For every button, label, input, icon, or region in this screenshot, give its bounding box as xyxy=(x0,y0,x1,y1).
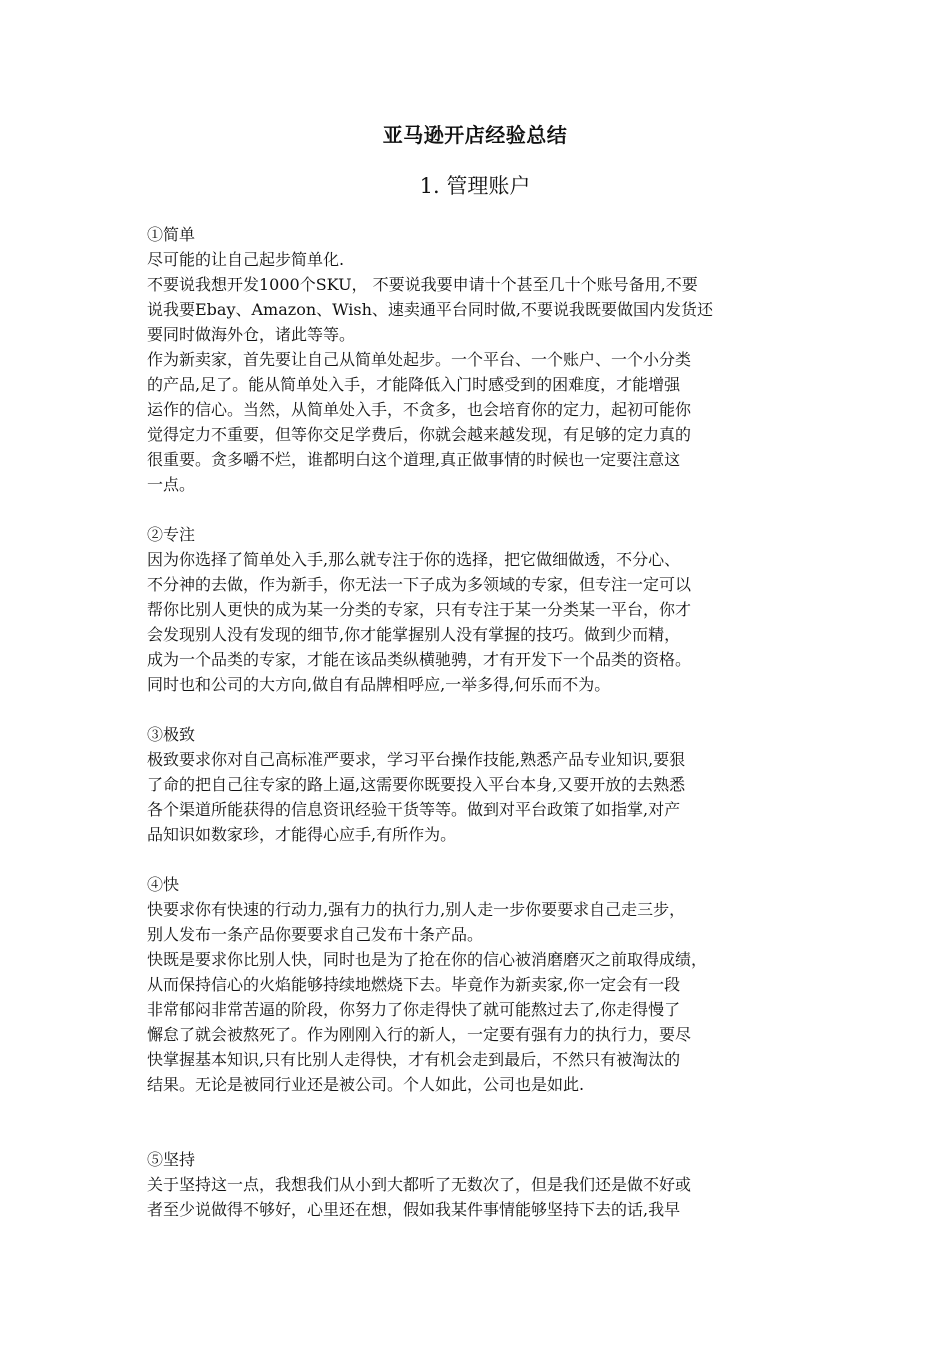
paragraph-line: 不要说我想开发1000个SKU， 不要说我要申请十个甚至几十个账号备用,不要 xyxy=(147,275,698,294)
paragraph-line: 极致要求你对自己高标准严要求，学习平台操作技能,熟悉产品专业知识,要狠 xyxy=(147,750,686,769)
paragraph-line: 运作的信心。当然，从简单处入手，不贪多，也会培育你的定力，起初可能你 xyxy=(147,400,692,419)
subheading-focus: ②专注 xyxy=(147,525,196,544)
paragraph-line: 品知识如数家珍，才能得心应手,有所作为。 xyxy=(147,825,457,844)
paragraph-line: 会发现别人没有发现的细节,你才能掌握别人没有掌握的技巧。做到少而精， xyxy=(147,625,681,644)
paragraph-line: 快掌握基本知识,只有比别人走得快，才有机会走到最后，不然只有被淘汰的 xyxy=(147,1050,681,1069)
paragraph-line: 同时也和公司的大方向,做自有品牌相呼应,一举多得,何乐而不为。 xyxy=(147,675,611,694)
subheading-speed: ④快 xyxy=(147,875,180,894)
subheading-excellence: ③极致 xyxy=(147,725,196,744)
section-focus xyxy=(147,522,817,697)
paragraph-line: 者至少说做得不够好，心里还在想，假如我某件事情能够坚持下去的话,我早 xyxy=(147,1200,681,1219)
paragraph-line: 懈怠了就会被熬死了。作为刚刚入行的新人，一定要有强有力的执行力，要尽 xyxy=(147,1025,692,1044)
paragraph-line: 觉得定力不重要，但等你交足学费后，你就会越来越发现，有足够的定力真的 xyxy=(147,425,692,444)
paragraph-line: 了命的把自己往专家的路上逼,这需要你既要投入平台本身,又要开放的去熟悉 xyxy=(147,775,686,794)
paragraph-line: 结果。无论是被同行业还是被公司。个人如此，公司也是如此. xyxy=(147,1075,585,1094)
paragraph-line: 帮你比别人更快的成为某一分类的专家，只有专注于某一分类某一平台，你才 xyxy=(147,600,692,619)
paragraph-line: 很重要。贪多嚼不烂，谁都明白这个道理,真正做事情的时候也一定要注意这 xyxy=(147,450,681,469)
paragraph-line: 因为你选择了简单处入手,那么就专注于你的选择，把它做细做透，不分心、 xyxy=(147,550,681,569)
document-title: 亚马逊开店经验总结 xyxy=(382,123,568,147)
paragraph-line: 一点。 xyxy=(147,475,196,494)
section-persistence xyxy=(147,1147,817,1222)
paragraph-line: 从而保持信心的火焰能够持续地燃烧下去。毕竟作为新卖家,你一定会有一段 xyxy=(147,975,681,994)
paragraph-line: 的产品,足了。能从简单处入手，才能降低入门时感受到的困难度，才能增强 xyxy=(147,375,681,394)
paragraph-line: 要同时做海外仓，诸此等等。 xyxy=(147,325,356,344)
section-heading: 1. 管理账户 xyxy=(419,174,531,198)
paragraph-line: 关于坚持这一点，我想我们从小到大都听了无数次了，但是我们还是做不好或 xyxy=(147,1175,692,1194)
paragraph-line: 快要求你有快速的行动力,强有力的执行力,别人走一步你要要求自己走三步， xyxy=(147,900,686,919)
section-excellence xyxy=(147,722,817,847)
paragraph-line: 成为一个品类的专家，才能在该品类纵横驰骋，才有开发下一个品类的资格。 xyxy=(147,650,692,669)
paragraph-line: 作为新卖家，首先要让自己从简单处起步。一个平台、一个账户、一个小分类 xyxy=(147,350,692,369)
section-simple xyxy=(147,222,817,497)
paragraph-line: 各个渠道所能获得的信息资讯经验干货等等。做到对平台政策了如指掌,对产 xyxy=(147,800,681,819)
section-speed xyxy=(147,872,817,1097)
paragraph-line: 说我要Ebay、Amazon、Wish、速卖通平台同时做,不要说我既要做国内发货还 xyxy=(147,300,714,319)
paragraph-line: 别人发布一条产品你要要求自己发布十条产品。 xyxy=(147,925,484,944)
paragraph-line: 非常郁闷非常苦逼的阶段，你努力了你走得快了就可能熬过去了,你走得慢了 xyxy=(147,1000,681,1019)
document-body xyxy=(147,222,817,1247)
subheading-persistence: ⑤坚持 xyxy=(147,1150,196,1169)
paragraph-line: 不分神的去做，作为新手，你无法一下子成为多领域的专家，但专注一定可以 xyxy=(147,575,692,594)
paragraph-line: 尽可能的让自己起步简单化. xyxy=(147,250,345,269)
subheading-simple: ①简单 xyxy=(147,225,196,244)
paragraph-line: 快既是要求你比别人快，同时也是为了抢在你的信心被消磨磨灭之前取得成绩， xyxy=(147,950,708,969)
